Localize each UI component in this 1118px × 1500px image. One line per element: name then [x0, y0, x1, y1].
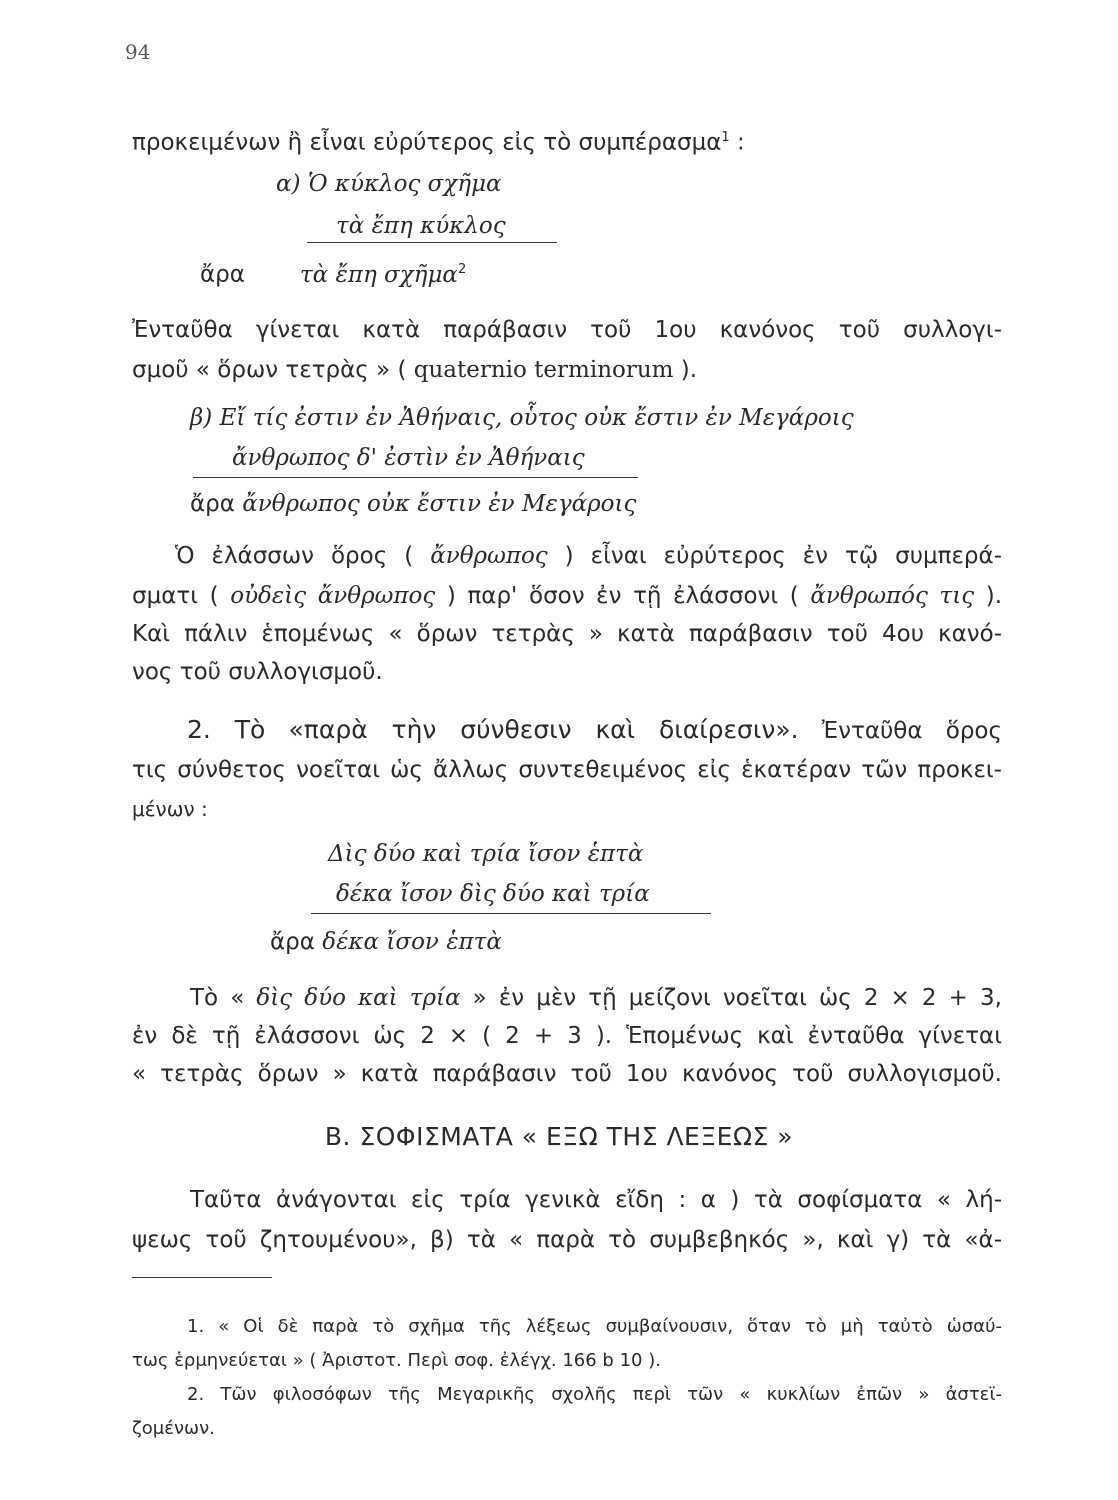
- paragraph-line: Καὶ πάλιν ἑπομένως « ὅρων τετρὰς » κατὰ παράβασιν τοῦ 4ου κανό-: [132, 621, 1002, 647]
- footnote-line: 1. « Οἱ δὲ παρὰ τὸ σχῆμα τῆς λέξεως συμβαίνουσιν, ὅταν τὸ μὴ ταὐτὸ ὡσαύ-: [187, 1316, 1002, 1337]
- syllogism-rule: [193, 477, 638, 478]
- syllogism-major: Δὶς δύο καὶ τρία ἴσον ἑπτὰ: [328, 841, 644, 867]
- paragraph-text: προκειμένων ἢ εἶναι εὐρύτερος εἰς τὸ συμπέρασμα: [132, 129, 722, 156]
- section-heading: Β. ΣΟΦΙΣΜΑΤΑ « ΕΞΩ ΤΗΣ ΛΕΞΕΩΣ »: [324, 1122, 794, 1151]
- syllogism-conclusion: ἄρα ἄνθρωπος οὐκ ἔστιν ἐν Μεγάροις: [190, 491, 637, 517]
- paragraph-line: Τὸ « δὶς δύο καὶ τρία » ἐν μὲν τῇ μείζονι νοεῖται ὡς 2 × 2 + 3,: [190, 985, 1002, 1011]
- paragraph-line: νος τοῦ συλλογισμοῦ.: [132, 659, 383, 685]
- footnote-ref: 1: [721, 130, 730, 145]
- paragraph-line: Ταῦτα ἀνάγονται εἰς τρία γενικὰ εἴδη : α ) τὰ σοφίσματα « λή-: [190, 1187, 1002, 1213]
- footnote-line: ζομένων.: [132, 1418, 215, 1439]
- paragraph-line: ψεως τοῦ ζητουμένου», β) τὰ « παρὰ τὸ συμβεβηκός », καὶ γ) τὰ «ἀ-: [132, 1227, 1002, 1253]
- paragraph-text: :: [729, 129, 745, 156]
- emphasized-title: «παρὰ τὴν σύνθεσιν καὶ διαίρεσιν».: [288, 715, 799, 744]
- syllogism-minor: ἄνθρωπος δ' ἐστὶν ἐν Ἀθήναις: [232, 445, 585, 471]
- paragraph-line: σμοῦ « ὅρων τετρὰς » ( quaternio terminorum ).: [132, 357, 698, 383]
- paragraph-line: μένων :: [132, 797, 208, 821]
- paragraph-line: Ἐνταῦθα γίνεται κατὰ παράβασιν τοῦ 1ου κανόνος τοῦ συλλογι-: [132, 317, 1002, 343]
- paragraph-line: τις σύνθετος νοεῖται ὡς ἄλλως συντεθειμένος εἰς ἑκατέραν τῶν προκει-: [132, 757, 1002, 783]
- syllogism-minor: τὰ ἔπη κύκλος: [336, 213, 506, 239]
- footnote-separator: [132, 1277, 272, 1278]
- syllogism-minor: δέκα ἴσον δὶς δύο καὶ τρία: [336, 881, 650, 907]
- paragraph-line: σματι ( οὐδεὶς ἄνθρωπος ) παρ' ὅσον ἐν τῇ ἐλάσσονι ( ἄνθρωπός τις ).: [132, 583, 1003, 609]
- footnote-line: τως ἑρμηνεύεται » ( Ἀριστοτ. Περὶ σοφ. ἐλέγχ. 166 b 10 ).: [132, 1350, 661, 1371]
- syllogism-conclusion: ἄρα τὰ ἔπη σχῆμα$^2$: [200, 261, 467, 288]
- syllogism-major: β) Εἴ τίς ἐστιν ἐν Ἀθήναις, οὗτος οὐκ ἔστιν ἐν Μεγάροις: [190, 405, 854, 431]
- syllogism-rule: [307, 242, 557, 243]
- paragraph-line: [132, 124, 745, 157]
- syllogism-conclusion: ἄρα δέκα ἴσον ἑπτὰ: [270, 929, 502, 955]
- paragraph-line: 2. Τὸ «παρὰ τὴν σύνθεσιν καὶ διαίρεσιν». Ἐνταῦθα ὅρος: [187, 715, 1002, 744]
- syllogism-major: α) Ὁ κύκλος σχῆμα: [276, 171, 502, 197]
- paragraph-line: ἐν δὲ τῇ ἐλάσσονι ὡς 2 × ( 2 + 3 ). Ἑπομένως καὶ ἐνταῦθα γίνεται: [132, 1023, 1002, 1049]
- syllogism-rule: [311, 913, 711, 914]
- paragraph-line: Ὁ ἐλάσσων ὅρος ( ἄνθρωπος ) εἶναι εὐρύτερος ἐν τῷ συμπερά-: [175, 543, 1002, 569]
- footnote-line: 2. Τῶν φιλοσόφων τῆς Μεγαρικῆς σχολῆς περὶ τῶν « κυκλίων ἐπῶν » ἀστεϊ-: [187, 1384, 1002, 1405]
- page-number: 94: [125, 40, 151, 64]
- paragraph-line: « τετρὰς ὅρων » κατὰ παράβασιν τοῦ 1ου κανόνος τοῦ συλλογισμοῦ.: [132, 1061, 1002, 1087]
- footnote-ref: 2: [457, 262, 467, 277]
